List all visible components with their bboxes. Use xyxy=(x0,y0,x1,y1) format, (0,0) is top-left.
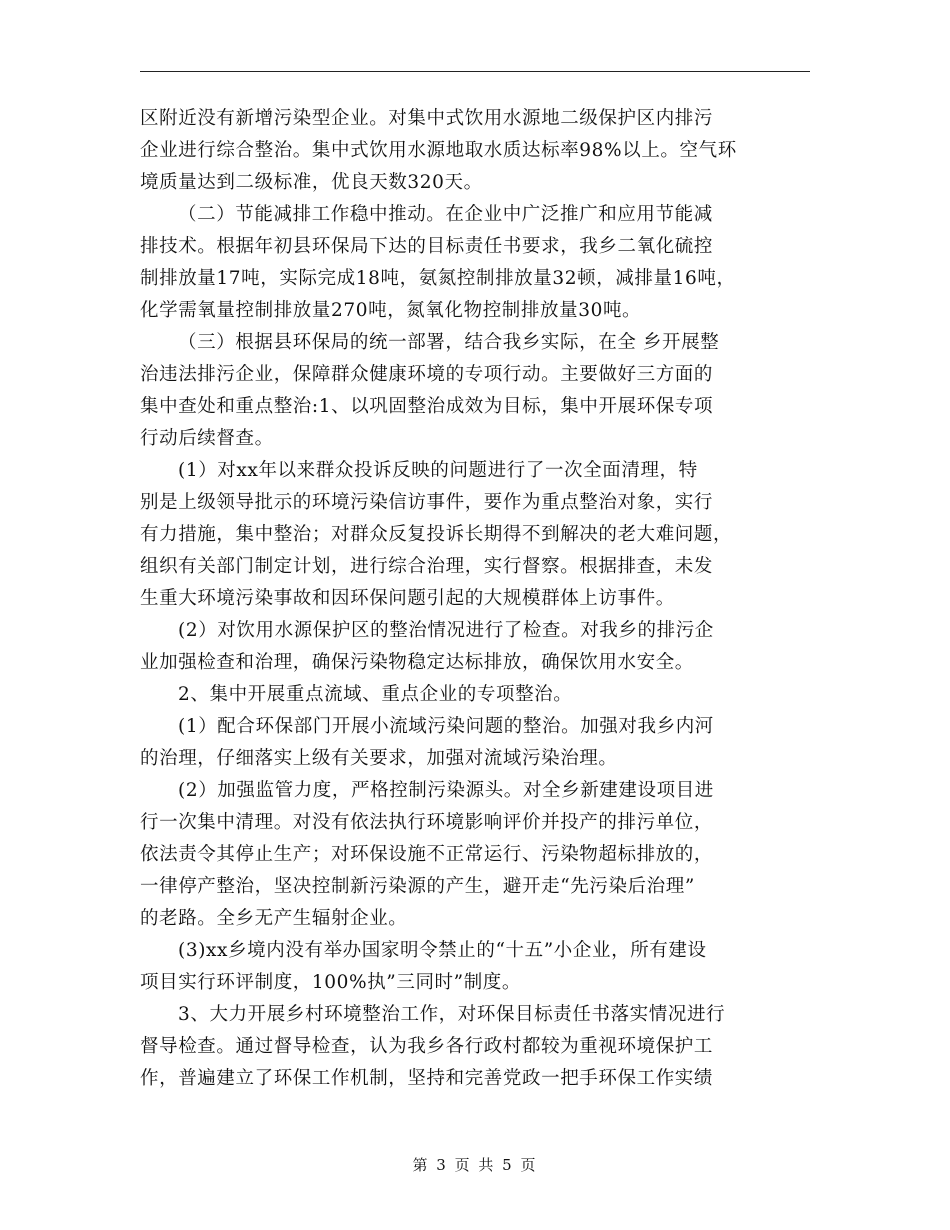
text-line: (2）加强监管力度，严格控制污染源头。对全乡新建建设项目进 xyxy=(178,780,714,801)
text-line: 行动后续督查。 xyxy=(140,428,274,449)
text-line: 制排放量17吨，实际完成18吨，氨氮控制排放量32顿，减排量16吨， xyxy=(140,268,736,289)
text-line: 境质量达到二级标准，优良天数320天。 xyxy=(140,172,483,193)
text-line: 组织有关部门制定计划，进行综合治理，实行督察。根据排查，未发 xyxy=(140,556,714,577)
text-line: 有力措施，集中整治；对群众反复投诉长期得不到解决的老大难问题， xyxy=(140,524,733,545)
text-line: (1）配合环保部门开展小流域污染问题的整治。加强对我乡内河 xyxy=(178,716,714,737)
text-line: 业加强检查和治理，确保污染物稳定达标排放，确保饮用水安全。 xyxy=(140,652,694,673)
text-line: 生重大环境污染事故和因环保问题引起的大规模群体上访事件。 xyxy=(140,588,675,609)
text-line: 治违法排污企业，保障群众健康环境的专项行动。主要做好三方面的 xyxy=(140,364,714,385)
text-line: 区附近没有新增污染型企业。对集中式饮用水源地二级保护区内排污 xyxy=(140,108,714,129)
text-line: (1）对xx年以来群众投诉反映的问题进行了一次全面清理，特 xyxy=(178,460,698,481)
text-line: 的老路。全乡无产生辐射企业。 xyxy=(140,908,408,929)
text-line: (3)xx乡境内没有举办国家明令禁止的“十五”小企业，所有建设 xyxy=(178,940,707,961)
text-line: （二）节能减排工作稳中推动。在企业中广泛推广和应用节能减 xyxy=(178,204,713,225)
text-line: 排技术。根据年初县环保局下达的目标责任书要求，我乡二氧化硫控 xyxy=(140,236,714,257)
text-line: （三）根据县环保局的统一部署，结合我乡实际，在全 乡开展整 xyxy=(178,332,720,353)
text-line: (2）对饮用水源保护区的整治情况进行了检查。对我乡的排污企 xyxy=(178,620,714,641)
text-line: 行一次集中清理。对没有依法执行环境影响评价并投产的排污单位， xyxy=(140,812,714,833)
text-line: 化学需氧量控制排放量270吨，氮氧化物控制排放量30吨。 xyxy=(140,300,642,321)
text-line: 项目实行环评制度，100%执”三同时”制度。 xyxy=(140,972,522,993)
text-line: 2、集中开展重点流域、重点企业的专项整治。 xyxy=(178,684,573,705)
header-rule xyxy=(140,71,810,72)
text-line: 督导检查。通过督导检查，认为我乡各行政村都较为重视环境保护工 xyxy=(140,1036,714,1057)
text-line: 的治理，仔细落实上级有关要求，加强对流域污染治理。 xyxy=(140,748,618,769)
text-line: 作，普遍建立了环保工作机制，坚持和完善党政一把手环保工作实绩 xyxy=(140,1068,714,1089)
text-line: 别是上级领导批示的环境污染信访事件，要作为重点整治对象，实行 xyxy=(140,492,714,513)
text-line: 依法责令其停止生产；对环保设施不正常运行、污染物超标排放的， xyxy=(140,844,714,865)
text-line: 一律停产整治，坚决控制新污染源的产生，避开走“先污染后治理” xyxy=(140,876,695,897)
text-line: 3、大力开展乡村环境整治工作，对环保目标责任书落实情况进行 xyxy=(178,1004,726,1025)
text-line: 企业进行综合整治。集中式饮用水源地取水质达标率98%以上。空气环 xyxy=(140,140,737,161)
page-footer: 第 3 页 共 5 页 xyxy=(412,1156,538,1174)
text-line: 集中查处和重点整治:1、以巩固整治成效为目标，集中开展环保专项 xyxy=(140,396,714,417)
document-body xyxy=(140,103,830,1095)
